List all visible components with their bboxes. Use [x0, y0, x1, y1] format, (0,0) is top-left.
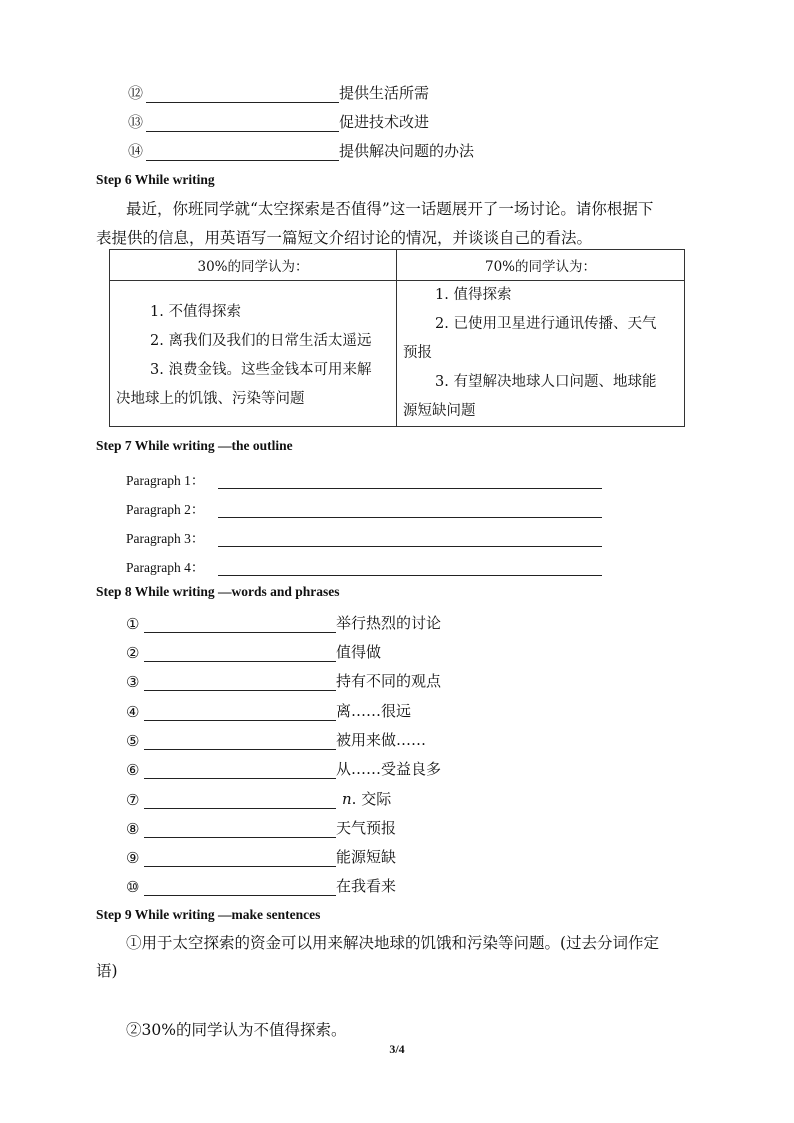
- step6-intro-line2: 表提供的信息，用英语写一篇短文介绍讨论的情况，并谈谈自己的看法。: [96, 229, 593, 247]
- item-text: 被用来做……: [336, 731, 427, 749]
- answer-blank[interactable]: [144, 614, 336, 633]
- answer-area[interactable]: [126, 986, 686, 1016]
- list-item: [128, 77, 429, 103]
- table-line: 2. 已使用卫星进行通讯传播、天气: [435, 316, 657, 332]
- table-header-right: 70%的同学认为：: [397, 250, 685, 281]
- item-text: 在我看来: [336, 877, 397, 895]
- item-text: 天气预报: [336, 819, 397, 837]
- item-text: 持有不同的观点: [336, 672, 442, 690]
- item-number: ⑤: [126, 732, 140, 750]
- item-number: ⑦: [126, 791, 140, 809]
- sentence-1-line2: 语): [96, 962, 118, 980]
- list-item: [126, 636, 381, 662]
- item-number: ①: [126, 615, 140, 633]
- item-number: ⑭: [128, 142, 144, 160]
- list-item: [126, 783, 391, 809]
- step7-heading: Step 7 While writing —the outline: [96, 438, 293, 453]
- outline-row: [126, 492, 602, 518]
- outline-label: Paragraph 4：: [126, 560, 205, 575]
- table-cell-left: [110, 281, 397, 427]
- page-number: 3/4: [389, 1042, 405, 1056]
- answer-blank[interactable]: [146, 84, 339, 103]
- step6-heading: Step 6 While writing: [96, 172, 215, 187]
- list-item: [128, 106, 429, 132]
- table-line: 1. 不值得探索: [150, 303, 241, 320]
- outline-blank[interactable]: [218, 470, 602, 489]
- answer-blank[interactable]: [146, 142, 339, 161]
- item-number: ⑥: [126, 761, 140, 779]
- list-item: [126, 724, 426, 750]
- table-cell-right: [397, 281, 685, 427]
- item-number: ⑩: [126, 878, 140, 896]
- list-item: [126, 665, 441, 691]
- answer-blank[interactable]: [144, 731, 336, 750]
- item-text: 能源短缺: [336, 848, 397, 866]
- list-item: [126, 841, 396, 867]
- item-text: 促进技术改进: [339, 113, 430, 131]
- answer-blank[interactable]: [144, 643, 336, 662]
- outline-label: Paragraph 3：: [126, 531, 205, 546]
- list-item: [126, 607, 441, 633]
- outline-label: Paragraph 1：: [126, 473, 205, 488]
- outline-blank[interactable]: [218, 528, 602, 547]
- outline-blank[interactable]: [218, 499, 602, 518]
- list-item: [126, 753, 441, 779]
- answer-blank[interactable]: [144, 819, 336, 838]
- sentence-1-line1: ①用于太空探索的资金可以用来解决地球的饥饿和污染等问题。(过去分词作定: [126, 934, 660, 952]
- item-text: 举行热烈的讨论: [336, 614, 442, 632]
- sentence-2: ②30%的同学认为不值得探索。: [126, 1021, 347, 1039]
- table-header-left: 30%的同学认为：: [110, 250, 397, 281]
- table-line: 3. 有望解决地球人口问题、地球能: [435, 374, 657, 390]
- item-gloss: . 交际: [351, 790, 392, 808]
- answer-blank[interactable]: [144, 760, 336, 779]
- item-text: 从……受益良多: [336, 760, 442, 778]
- item-number: ④: [126, 703, 140, 721]
- outline-blank[interactable]: [218, 557, 602, 576]
- item-number: ⑫: [128, 84, 144, 102]
- outline-row: [126, 521, 602, 547]
- item-text: 离……很远: [336, 702, 412, 720]
- list-item: [128, 135, 474, 161]
- list-item: [126, 695, 411, 721]
- answer-blank[interactable]: [146, 113, 339, 132]
- table-line: 1. 值得探索: [435, 287, 512, 303]
- answer-blank[interactable]: [144, 848, 336, 867]
- item-text: [342, 788, 391, 809]
- item-number: ⑬: [128, 113, 144, 131]
- list-item: [126, 812, 396, 838]
- table-line: 源短缺问题: [403, 403, 476, 419]
- answer-blank[interactable]: [144, 702, 336, 721]
- list-item: [126, 870, 396, 896]
- outline-row: [126, 550, 602, 576]
- item-text: 提供解决问题的办法: [339, 142, 475, 160]
- outline-label: Paragraph 2：: [126, 502, 205, 517]
- part-of-speech: n: [342, 790, 352, 808]
- step9-heading: Step 9 While writing —make sentences: [96, 907, 321, 922]
- item-number: ⑨: [126, 849, 140, 867]
- answer-blank[interactable]: [144, 672, 336, 691]
- table-line: 预报: [403, 345, 432, 361]
- item-number: ②: [126, 644, 140, 662]
- item-number: ⑧: [126, 820, 140, 838]
- step8-heading: Step 8 While writing —words and phrases: [96, 584, 340, 599]
- table-line: 2. 离我们及我们的日常生活太遥远: [150, 332, 372, 349]
- table-line: 3. 浪费金钱。这些金钱本可用来解: [150, 361, 372, 378]
- step6-intro-line1: 最近，你班同学就“太空探索是否值得”这一话题展开了一场讨论。请你根据下: [126, 200, 654, 218]
- table-line: 决地球上的饥饿、污染等问题: [116, 390, 305, 407]
- item-number: ③: [126, 673, 140, 691]
- item-text: 值得做: [336, 643, 382, 661]
- opinion-table: [109, 249, 685, 427]
- outline-row: [126, 463, 602, 489]
- answer-blank[interactable]: [144, 877, 336, 896]
- answer-blank[interactable]: [144, 790, 336, 809]
- item-text: 提供生活所需: [339, 84, 430, 102]
